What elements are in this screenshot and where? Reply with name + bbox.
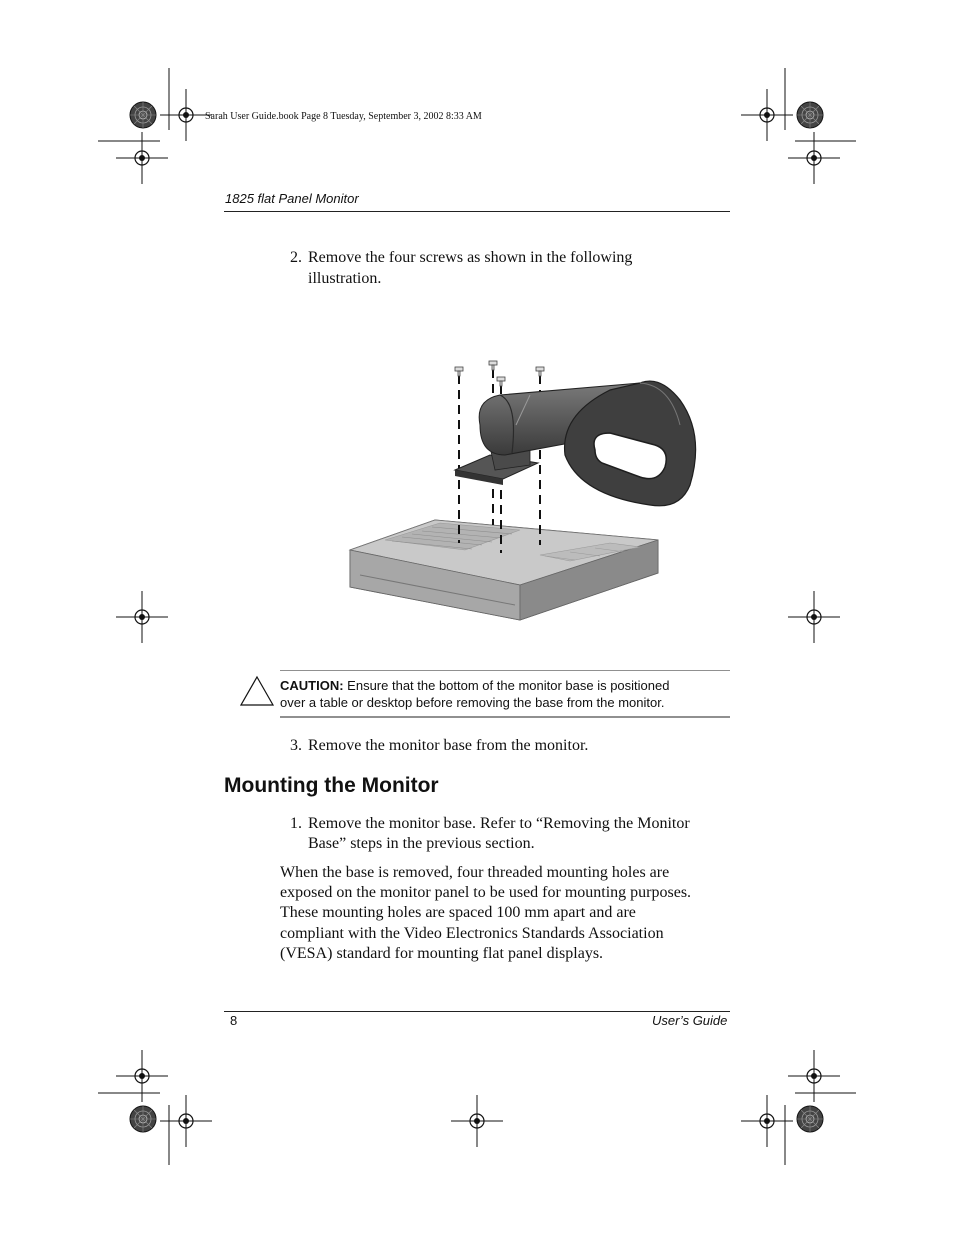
caution-text-line1: Ensure that the bottom of the monitor base is positioned [347,678,670,693]
step-text-line1: Remove the monitor base. Refer to “Removing the Monitor [308,815,690,832]
step-text-line2: illustration. [308,270,382,287]
section-title: Mounting the Monitor [224,774,439,797]
step-number: 1. [290,815,302,832]
step-number: 3. [290,737,302,754]
body-paragraph [280,863,730,964]
paragraph-line: compliant with the Video Electronics Standards Association [280,924,664,942]
paragraph-line: These mounting holes are spaced 100 mm apart and are [280,904,636,922]
print-slug: Sarah User Guide.book Page 8 Tuesday, September 3, 2002 8:33 AM [205,111,482,122]
paragraph-line: (VESA) standard for mounting flat panel displays. [280,944,604,962]
monitor-panel [350,520,658,620]
header-rule [224,211,730,212]
running-header: 1825 flat Panel Monitor [225,191,359,206]
screw-icon [455,361,544,386]
caution-text-line2: over a table or desktop before removing the base from the monitor. [280,695,665,710]
caution-note [280,677,730,711]
page-number: 8 [230,1013,238,1028]
footer-rule [224,1011,730,1012]
step-1 [290,814,730,856]
paragraph-line: exposed on the monitor panel to be used for mounting purposes. [280,884,692,902]
paragraph-line: When the base is removed, four threaded mounting holes are [280,864,670,881]
monitor-base-illustration [340,355,710,630]
step-3 [290,736,730,758]
guide-name: User’s Guide [652,1013,728,1028]
step-2 [290,248,730,290]
step-text: Remove the monitor base from the monitor. [308,737,589,754]
step-number: 2. [290,249,302,266]
caution-triangle-icon [241,677,273,705]
caution-label: CAUTION: [280,678,344,693]
step-text-line1: Remove the four screws as shown in the following [308,249,633,266]
step-text-line2: Base” steps in the previous section. [308,835,535,852]
